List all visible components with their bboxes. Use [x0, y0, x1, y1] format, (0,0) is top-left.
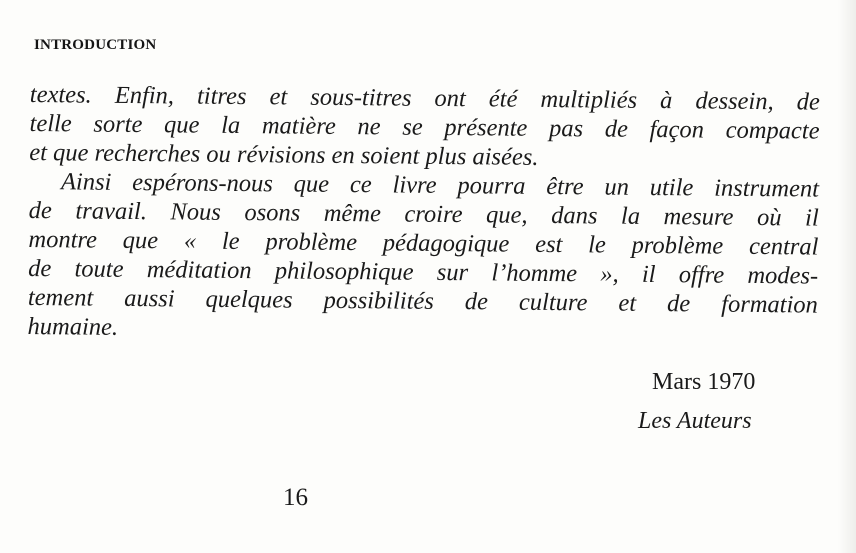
text-line: humaine. [27, 312, 119, 341]
page-number: 16 [283, 484, 308, 511]
text-line: et que recherches ou révisions en soient plus aisées. [29, 138, 539, 171]
text-line: tement aussi quelques possibilités de culture et de formation [27, 283, 819, 319]
text-line: de toute méditation philosophique sur l’homme », il offre modes- [28, 254, 819, 290]
text-line: Ainsi espérons-nous que ce livre pourra être un utile instrument [60, 168, 820, 203]
signature-authors: Les Auteurs [638, 408, 752, 434]
text-line: telle sorte que la matière ne se présente pas de façon compacte [29, 109, 820, 145]
body-text [27, 80, 819, 349]
text-line: textes. Enfin, titres et sous-titres ont été multipliés à dessein, de [29, 80, 820, 116]
signature-date: Mars 1970 [652, 369, 756, 395]
running-head: INTRODUCTION [34, 37, 157, 53]
text-line: montre que « le problème pédagogique est le problème central [28, 225, 819, 261]
text-line: de travail. Nous osons même croire que, dans la mesure où il [28, 196, 819, 232]
